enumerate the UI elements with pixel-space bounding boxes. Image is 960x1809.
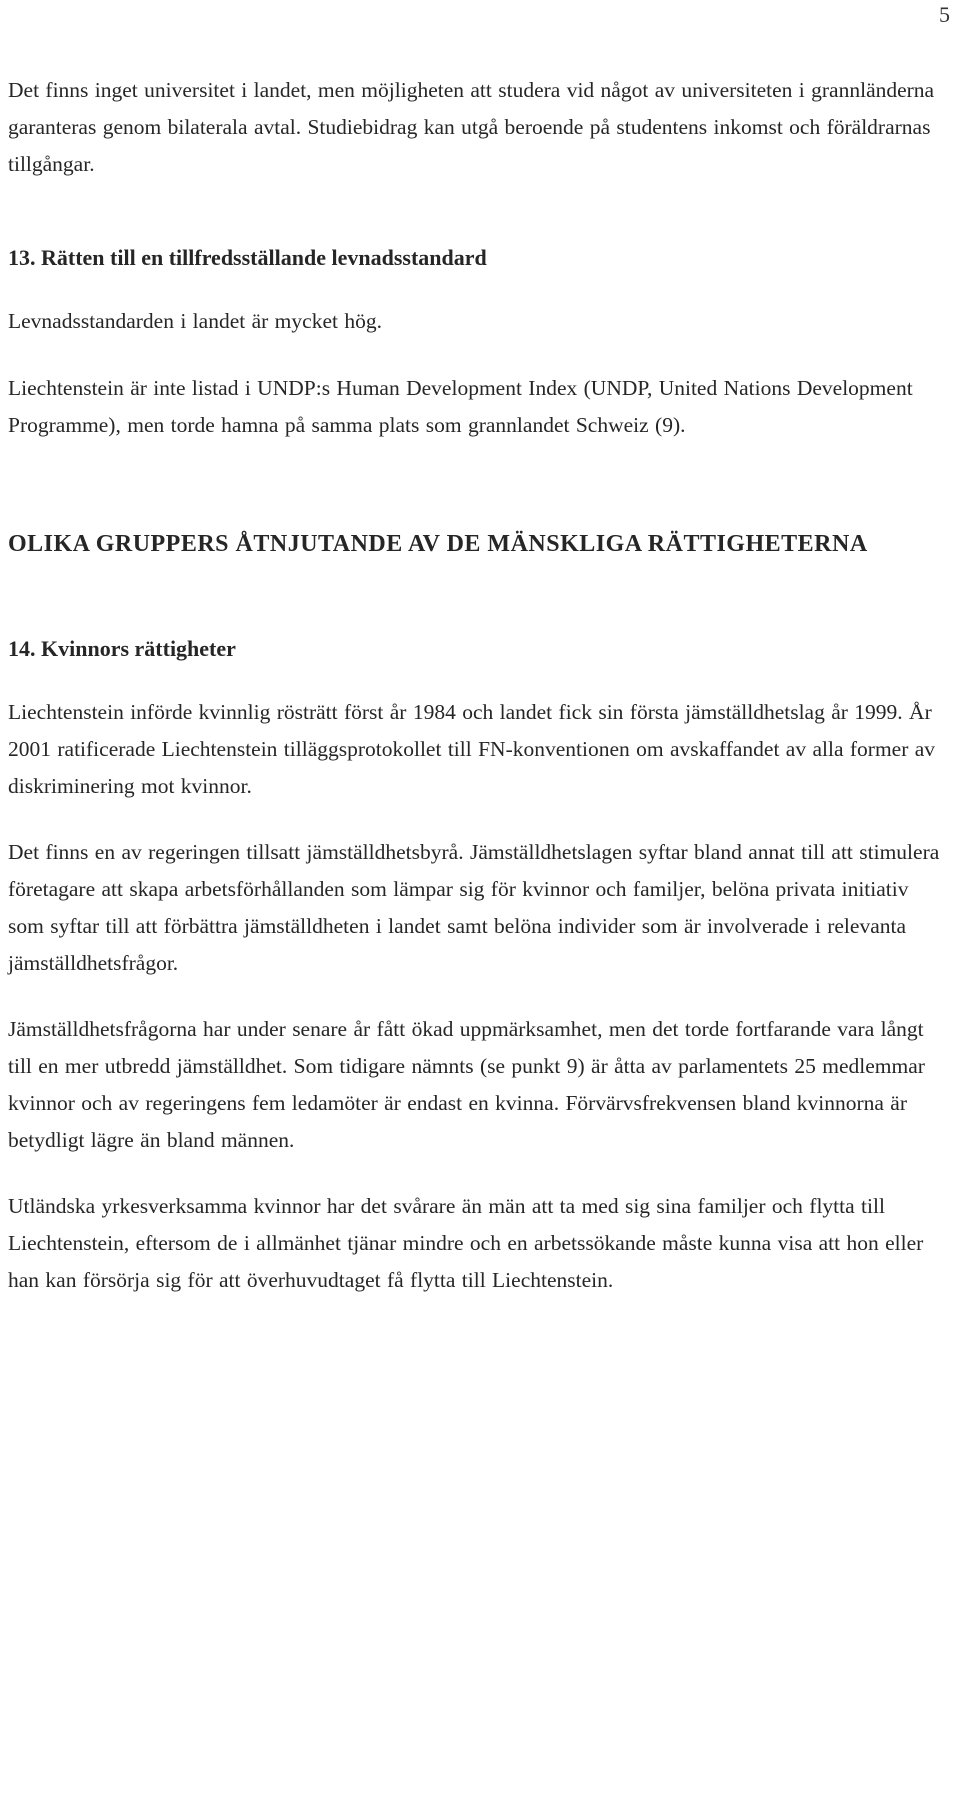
paragraph-14a: Liechtenstein införde kvinnlig rösträtt först år 1984 och landet fick sin första jämställdhetslag år 1999. År 2001 ratificerade Liechtenstein tilläggsprotokollet till FN-konventionen om avskaffandet av alla former av diskriminering mot kvinnor. [8,700,936,798]
paragraph-14d: Utländska yrkesverksamma kvinnor har det svårare än män att ta med sig sina familjer och flytta till Liechtenstein, eftersom de i allmänhet tjänar mindre och en arbetssökande måste kunna visa att hon eller han kan försörja sig för att överhuvudtaget få flytta till Liechtenstein. [8,1194,924,1292]
paragraph-intro: Det finns inget universitet i landet, men möjligheten att studera vid något av universiteten i grannländerna garanteras genom bilaterala avtal. Studiebidrag kan utgå beroende på studentens inkomst och föräldrarnas tillgångar. [8,78,935,176]
paragraph-13a: Levnadsstandarden i landet är mycket hög. [8,309,382,333]
page-number: 5 [939,2,950,27]
heading-13: 13. Rätten till en tillfredsställande levnadsstandard [8,245,487,270]
paragraph-14b: Det finns en av regeringen tillsatt jämställdhetsbyrå. Jämställdhetslagen syftar bland annat till att stimulera företagare att skapa arbetsförhållanden som lämpar sig för kvinnor och familjer, belöna privata initiativ som syftar till att förbättra jämställdheten i landet samt belöna individer som är involverade i relevanta jämställdhetsfrågor. [8,840,940,975]
heading-14: 14. Kvinnors rättigheter [8,636,236,661]
document-body [8,72,948,1299]
section-heading: OLIKA GRUPPERS ÅTNJUTANDE AV DE MÄNSKLIGA RÄTTIGHETERNA [8,531,868,557]
paragraph-14c: Jämställdhetsfrågorna har under senare år fått ökad uppmärksamhet, men det torde fortfarande vara långt till en mer utbredd jämställdhet. Som tidigare nämnts (se punkt 9) är åtta av parlamentets 25 medlemmar kvinnor och av regeringens fem ledamöter är endast en kvinna. Förvärvsfrekvensen bland kvinnorna är betydligt lägre än bland männen. [8,1017,925,1152]
paragraph-13b: Liechtenstein är inte listad i UNDP:s Human Development Index (UNDP, United Nations Development Programme), men torde hamna på samma plats som grannlandet Schweiz (9). [8,376,913,437]
